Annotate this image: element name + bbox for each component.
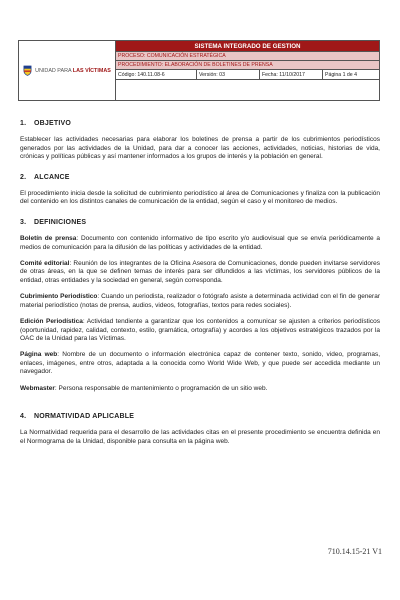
section-title-objetivo: 1. OBJETIVO	[20, 120, 71, 127]
system-title: SISTEMA INTEGRADO DE GESTION	[116, 41, 379, 52]
footer-code: 710.14.15-21 V1	[327, 547, 382, 556]
meta-row	[116, 70, 379, 80]
section-text-objetivo: Establecer las actividades necesarias para elaborar los boletines de prensa a partir de los cubrimientos periodísticos generados por las actividades de la Unidad, para dar a conocer las acciones, actividades, noticias, historias de vida, crónicas y políticas públicas y así mantener informados a los grupos de interés y la población en general.	[20, 136, 380, 161]
section-title-definiciones: 3. DEFINICIONES	[20, 218, 87, 226]
section-title-normatividad: 4. NORMATIVIDAD APLICABLE	[20, 412, 135, 420]
logo-cell	[19, 41, 116, 100]
document-date: Fecha: 11/10/2017	[260, 70, 323, 79]
document-body	[20, 120, 380, 446]
section-title-alcance: 2. ALCANCE	[20, 173, 70, 181]
page-number: Página 1 de 4	[325, 71, 358, 78]
definition-item: Cubrimiento Periodístico: Cuando un periodista, realizador o fotógrafo asiste a determinada actividad con el fin de generar material periodístico (notas de prensa, audios, videos, fotografías, textos para redes sociales).	[20, 293, 380, 309]
definition-item: Webmaster: Persona responsable de mantenimiento o programación de un sitio web.	[20, 384, 268, 392]
document-header	[18, 40, 380, 101]
procedure-label: PROCEDIMIENTO: ELABORACIÓN DE BOLETINES DE PRENSA	[116, 61, 379, 70]
logo-text: UNIDAD PARA LAS VÍCTIMAS	[35, 67, 111, 74]
document-version: Versión: 03	[197, 70, 260, 79]
section-text-alcance: El procedimiento inicia desde la solicitud de cubrimiento periodístico al área de Comunicaciones y finaliza con la publicación del contenido en los distintos canales de comunicación de la entidad, según el caso y el monitoreo de medios.	[20, 190, 380, 206]
section-text-normatividad: La Normatividad requerida para el desarrollo de las actividades citas en el presente procedimiento se encuentra definida en el Normograma de la Unidad, disponible para consulta en la página web.	[20, 429, 380, 445]
process-label: PROCESO: COMUNICACIÓN ESTRATÉGICA	[116, 52, 379, 61]
header-info	[116, 41, 379, 100]
definition-item: Boletín de prensa: Documento con contenido informativo de tipo escrito y/o audiovisual que se envía periódicamente a medios de comunicación para la difusión de las políticas y actividades de la entidad.	[20, 235, 380, 251]
document-code: Código: 140.11.08-6	[116, 70, 197, 79]
definition-item: Comité editorial: Reunión de los integrantes de la Oficina Asesora de Comunicaciones, donde pueden invitarse servidores de otras áreas, en la que se definen temas de interés para ser difundidos a las víctimas, los servidores públicos de la entidad, otras entidades y la sociedad en general, según corresponda.	[20, 260, 381, 284]
definition-item: Página web: Nombre de un documento o información electrónica capaz de contener texto, sonido, video, programas, enlaces, imágenes, entre otros, adaptada a la conocida como World Wide Web, y que puede ser accedida mediante un navegador.	[20, 351, 380, 376]
definition-item: Edición Periodística: Actividad tendiente a garantizar que los contenidos a comunicar se ajusten a criterios periodísticos (oportunidad, rapidez, calidad, contexto, estilo, gramática, ortografía) y acordes a los objetivos estratégicos trazados por la OAC de la Unidad para las Víctimas.	[20, 318, 380, 342]
coat-of-arms-icon	[23, 65, 32, 76]
